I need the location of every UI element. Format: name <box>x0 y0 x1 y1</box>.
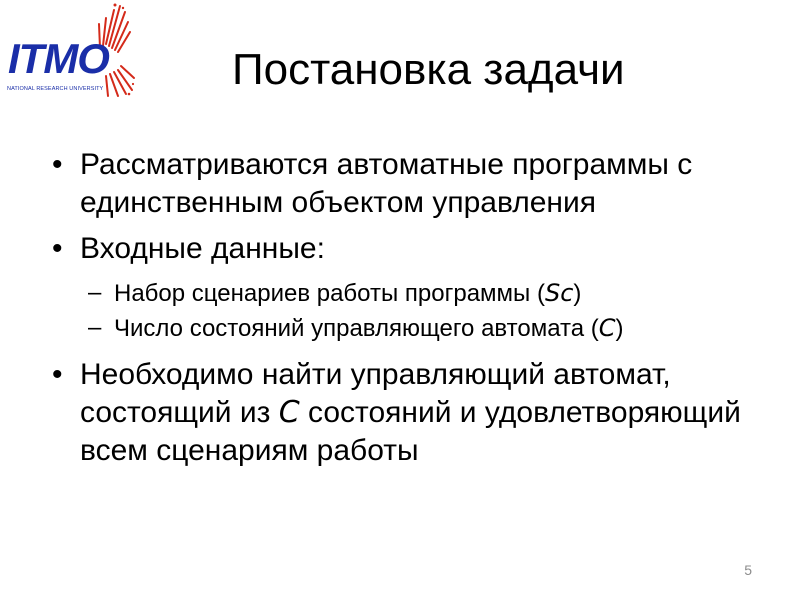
bullet-item: • Рассматриваются автоматные программы с единственным объектом управления <box>50 146 750 222</box>
itmo-logo <box>2 2 137 98</box>
sub-bullet-item <box>50 311 750 346</box>
page-number: 5 <box>744 562 752 578</box>
variable-name: C <box>598 314 616 342</box>
slide-content <box>50 146 750 478</box>
variable-name: Sc <box>544 279 574 307</box>
sub-list <box>50 276 750 346</box>
bullet-item <box>50 356 750 470</box>
logo-wordmark: ITMO <box>8 35 109 82</box>
sub-bullet-text: Число состояний управляющего автомата ( <box>114 315 599 342</box>
variable-name: C <box>278 395 300 430</box>
bullet-item: • Входные данные: <box>50 230 750 268</box>
sub-bullet-text: Набор сценариев работы программы ( <box>114 280 545 307</box>
sub-bullet-text: ) <box>573 280 582 307</box>
slide-title: Постановка задачи <box>232 45 625 94</box>
bullet-text: состояний и удовлетворяющий всем сценариям работы <box>80 396 741 467</box>
sub-bullet-item <box>50 276 750 311</box>
sub-bullet-text: ) <box>615 315 624 342</box>
logo-subtitle: NATIONAL RESEARCH UNIVERSITY <box>7 86 104 92</box>
bullet-text: Необходимо найти управляющий автомат, состоящий из <box>80 358 671 429</box>
